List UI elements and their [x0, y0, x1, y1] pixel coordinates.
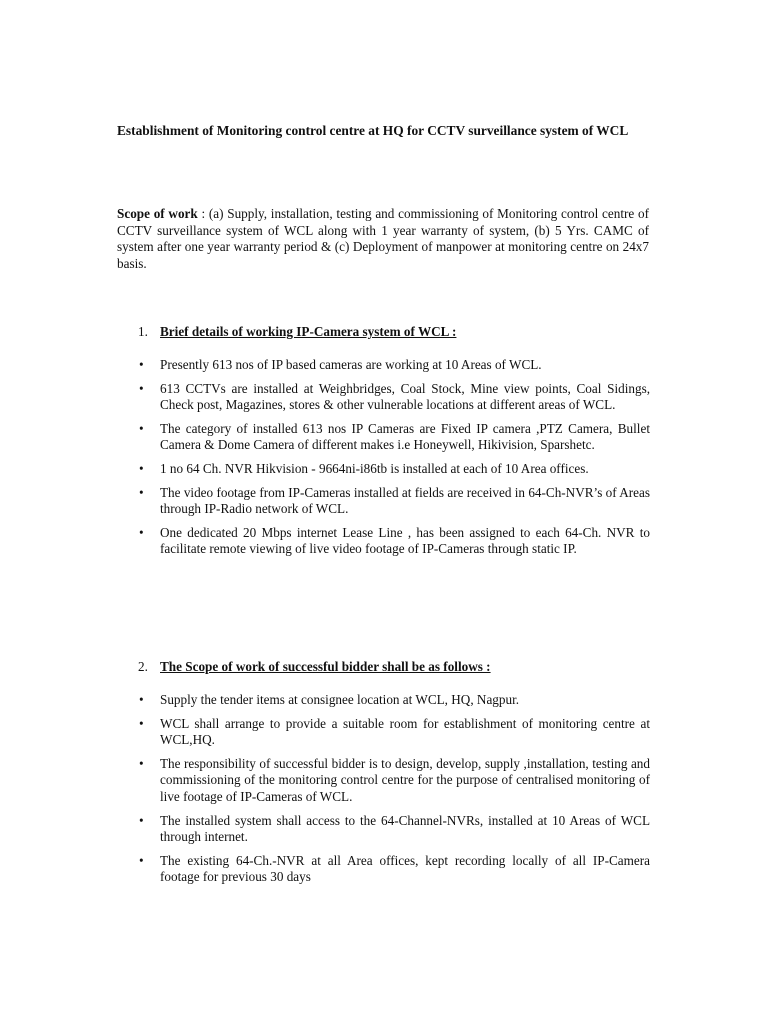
list-item-text: Presently 613 nos of IP based cameras are working at 10 Areas of WCL. — [160, 357, 542, 372]
section-2-number: 2. — [138, 659, 148, 674]
list-item — [138, 461, 650, 478]
list-item — [138, 853, 650, 886]
document-title: Establishment of Monitoring control centre at HQ for CCTV surveillance system of WCL — [117, 123, 629, 138]
bullet-icon: • — [139, 852, 144, 868]
bullet-icon: • — [139, 357, 144, 372]
bullet-icon: • — [139, 460, 144, 476]
list-item — [138, 421, 650, 454]
bullet-icon: • — [139, 524, 144, 540]
list-item — [138, 381, 650, 414]
bullet-icon: • — [139, 420, 144, 436]
list-item-text: The video footage from IP-Cameras installed at fields are received in 64-Ch-NVR’s of Areas through IP-Radio network of WCL. — [160, 484, 650, 517]
list-item — [138, 716, 650, 749]
bullet-icon: • — [139, 755, 144, 771]
list-item-text: The category of installed 613 nos IP Cameras are Fixed IP camera ,PTZ Camera, Bullet Camera & Dome Camera of different makes i.e Honeywell, Hikivision, Sparshetc. — [160, 420, 650, 453]
bullet-icon: • — [139, 715, 144, 731]
section-2-title: The Scope of work of successful bidder shall be as follows : — [160, 659, 491, 674]
list-item-text: 1 no 64 Ch. NVR Hikvision - 9664ni-i86tb is installed at each of 10 Area offices. — [160, 460, 589, 476]
list-item-text: Supply the tender items at consignee location at WCL, HQ, Nagpur. — [160, 692, 520, 707]
section-1-number: 1. — [138, 324, 148, 339]
list-item — [138, 357, 650, 374]
bullet-icon: • — [139, 692, 144, 707]
section-1-title: Brief details of working IP-Camera system of WCL : — [160, 324, 457, 339]
list-item-text: The installed system shall access to the 64-Channel-NVRs, installed at 10 Areas of WCL through internet. — [160, 812, 650, 845]
list-item — [138, 485, 650, 518]
list-item-text: The existing 64-Ch.-NVR at all Area offices, kept recording locally of all IP-Camera footage for previous 30 days — [160, 852, 650, 885]
section-2-heading — [138, 659, 658, 676]
section-2-bullet-list — [138, 692, 650, 893]
scope-of-work-paragraph — [117, 206, 649, 272]
list-item — [138, 692, 650, 709]
list-item-text: One dedicated 20 Mbps internet Lease Line , has been assigned to each 64-Ch. NVR to facilitate remote viewing of live video footage of IP-Cameras through static IP. — [160, 524, 650, 557]
list-item-text: 613 CCTVs are installed at Weighbridges, Coal Stock, Mine view points, Coal Sidings, Check post, Magazines, stores & other vulnerable locations at different areas of WCL. — [160, 380, 650, 413]
section-1-heading — [138, 324, 658, 341]
scope-of-work-label: Scope of work — [117, 206, 198, 221]
list-item — [138, 525, 650, 558]
list-item — [138, 756, 650, 806]
list-item-text: The responsibility of successful bidder is to design, develop, supply ,installation, testing and commissioning of the monitoring control centre for the purpose of centralised monitoring of live footage of IP-Cameras of WCL. — [160, 755, 650, 804]
list-item — [138, 813, 650, 846]
scope-of-work-text: : (a) Supply, installation, testing and commissioning of Monitoring control centre of CCTV surveillance system of WCL along with 1 year warranty of system, (b) 5 Yrs. CAMC of system after one year warranty period & (c) Deployment of manpower at monitoring centre on 24x7 basis. — [117, 206, 649, 271]
bullet-icon: • — [139, 484, 144, 500]
bullet-icon: • — [139, 380, 144, 396]
list-item-text: WCL shall arrange to provide a suitable room for establishment of monitoring centre at WCL,HQ. — [160, 715, 650, 748]
section-1-bullet-list — [138, 357, 650, 565]
bullet-icon: • — [139, 812, 144, 828]
